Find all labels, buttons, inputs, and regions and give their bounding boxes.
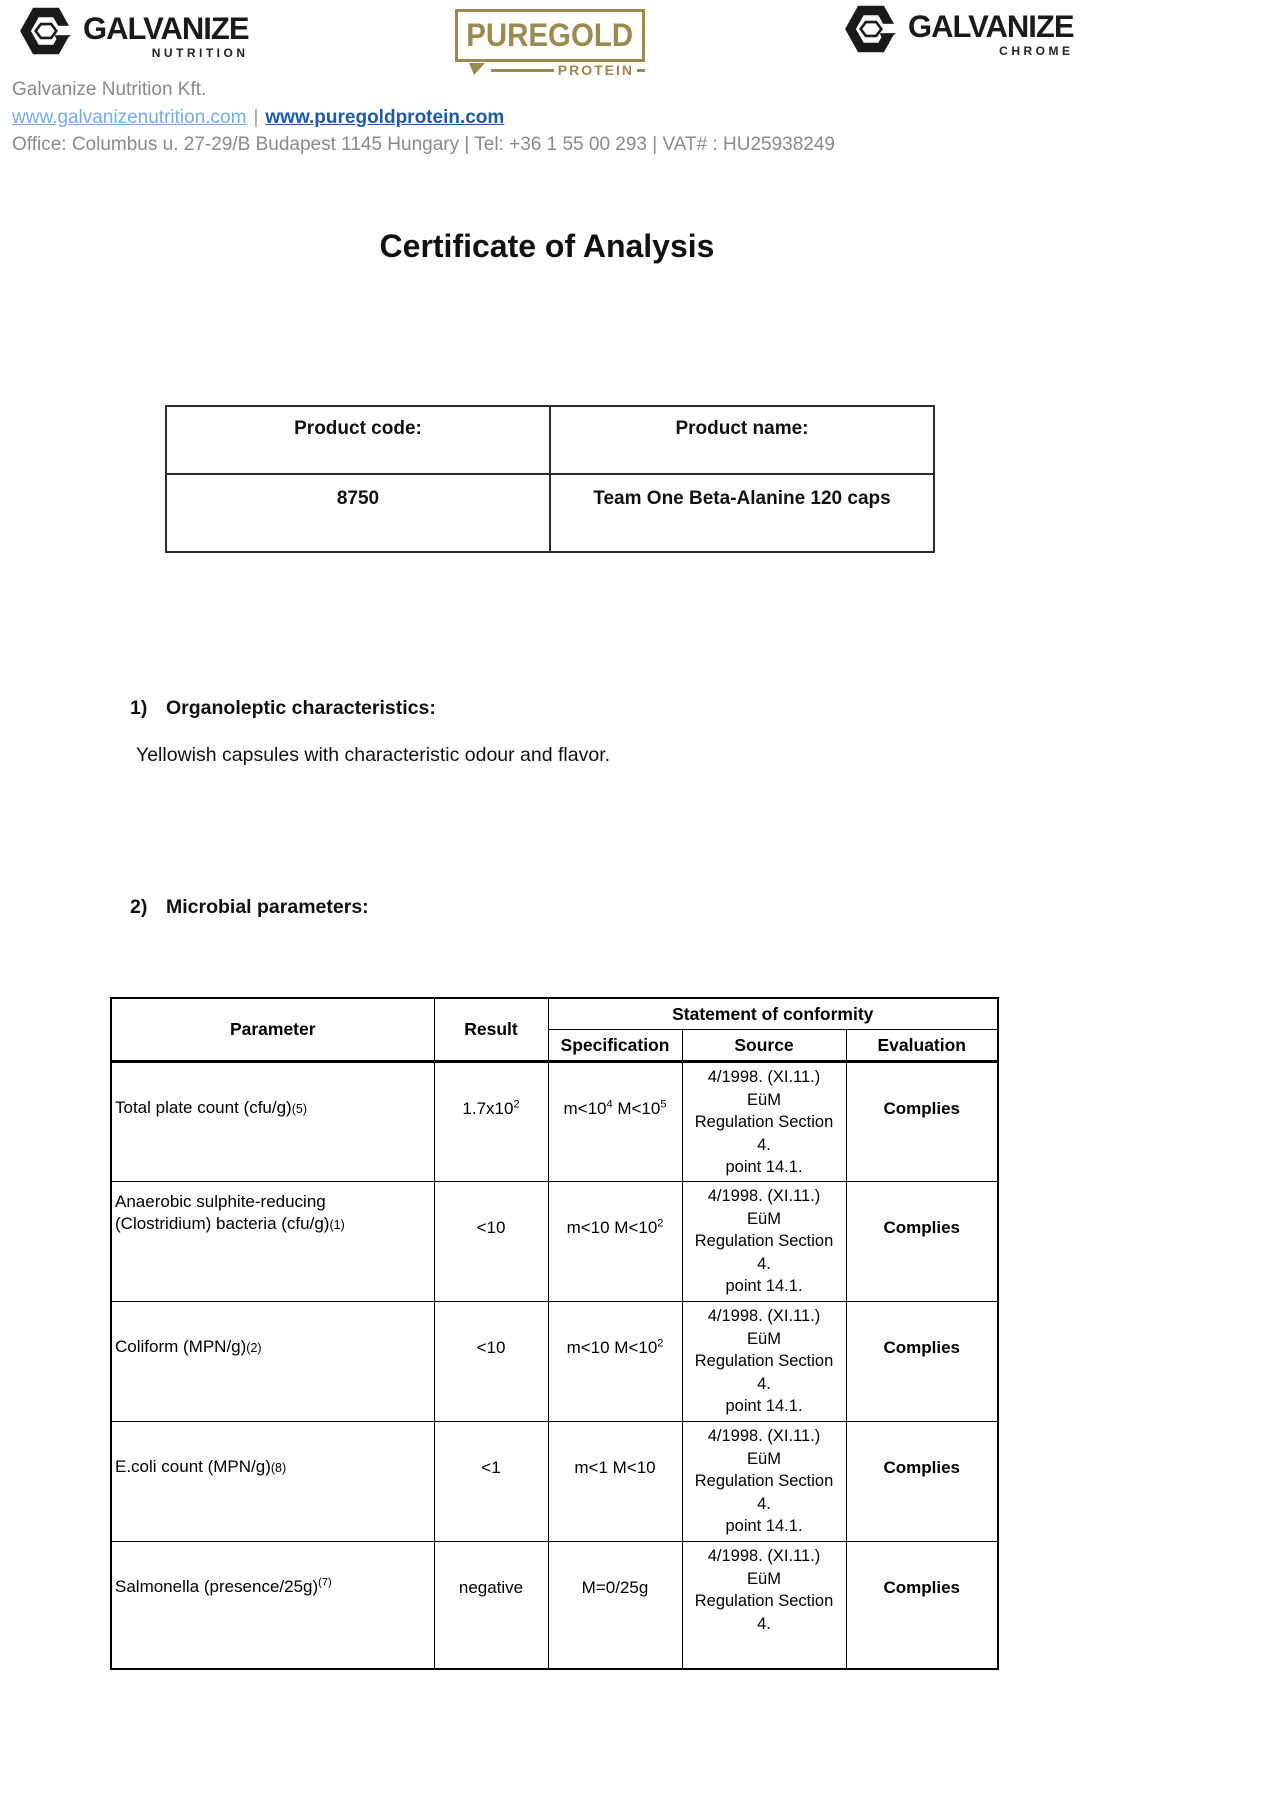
gold-rule-short	[637, 69, 645, 72]
micro-table-row	[111, 1182, 998, 1302]
col-result: Result	[434, 998, 548, 1062]
hex-gear-icon	[18, 6, 74, 56]
hex-gear-icon	[843, 4, 899, 54]
section-1-body: Yellowish capsules with characteristic odour and flavor.	[136, 744, 611, 766]
col-specification: Specification	[548, 1030, 682, 1062]
galvanize-nutrition-logo	[18, 6, 249, 60]
parameter-cell: E.coli count (MPN/g)(8)	[111, 1422, 434, 1542]
col-evaluation: Evaluation	[846, 1030, 998, 1062]
specification-cell: $m<10^4$ $M<10^5$	[548, 1062, 682, 1182]
product-table-header-row	[166, 406, 934, 474]
puregold-box	[455, 9, 645, 62]
product-table	[165, 405, 935, 553]
gold-rule	[491, 69, 554, 72]
source-cell: 4/1998. (XI.11.) EüM Regulation Section 4.	[682, 1542, 846, 1669]
section-2-title: Microbial parameters:	[166, 896, 369, 918]
evaluation-cell: Complies	[846, 1542, 998, 1669]
speech-tail-icon	[469, 63, 487, 77]
puregold-division-label: PROTEIN	[557, 62, 634, 78]
source-cell: 4/1998. (XI.11.) EüM Regulation Section 4. point 14.1.	[682, 1422, 846, 1542]
micro-table-row	[111, 1422, 998, 1542]
specification-cell: m<10 $M<10^2$	[548, 1302, 682, 1422]
specification-cell: m<1 M<10	[548, 1422, 682, 1542]
micro-table-row	[111, 1542, 998, 1669]
product-code-value: 8750	[166, 474, 550, 552]
puregoldprotein-link[interactable]: www.puregoldprotein.com	[265, 107, 505, 128]
galvanizenutrition-link[interactable]: www.galvanizenutrition.com	[12, 107, 247, 128]
specification-cell: M=0/25g	[548, 1542, 682, 1669]
section-2-number: 2)	[130, 896, 148, 918]
result-cell: <10	[434, 1182, 548, 1302]
product-code-label: Product code:	[166, 406, 550, 474]
result-cell: $1.7x10^2$	[434, 1062, 548, 1182]
evaluation-cell: Complies	[846, 1182, 998, 1302]
product-name-label: Product name:	[550, 406, 934, 474]
col-conformity: Statement of conformity	[548, 998, 998, 1030]
specification-cell: m<10 $M<10^2$	[548, 1182, 682, 1302]
galvanize-chrome-logo	[843, 4, 1074, 58]
micro-header-row-1	[111, 998, 998, 1030]
section-1-number: 1)	[130, 697, 148, 719]
company-info	[12, 79, 835, 156]
section-2-heading	[130, 896, 369, 919]
product-table-value-row	[166, 474, 934, 552]
company-links	[12, 107, 835, 129]
company-name: Galvanize Nutrition Kft.	[12, 79, 207, 100]
source-cell: 4/1998. (XI.11.) EüM Regulation Section 4. point 14.1.	[682, 1302, 846, 1422]
brand-division-label: CHROME	[999, 44, 1074, 58]
result-cell: <1	[434, 1422, 548, 1542]
parameter-cell: Anaerobic sulphite-reducing (Clostridium) bacteria (cfu/g)(1)	[111, 1182, 434, 1302]
parameter-cell: Total plate count (cfu/g)(5)	[111, 1062, 434, 1182]
section-1-heading	[130, 697, 436, 720]
parameter-cell: Coliform (MPN/g)(2)	[111, 1302, 434, 1422]
link-separator: |	[253, 107, 259, 128]
brand-wordmark: GALVANIZE	[908, 8, 1074, 45]
micro-table-body	[111, 1062, 998, 1669]
micro-table-row	[111, 1302, 998, 1422]
evaluation-cell: Complies	[846, 1422, 998, 1542]
micro-table-row	[111, 1062, 998, 1182]
puregold-protein-logo	[455, 9, 645, 78]
source-cell: 4/1998. (XI.11.) EüM Regulation Section 4. point 14.1.	[682, 1182, 846, 1302]
parameter-cell: Salmonella (presence/25g)$^{(7)}$	[111, 1542, 434, 1669]
brand-division-label: NUTRITION	[151, 46, 249, 60]
col-parameter: Parameter	[111, 998, 434, 1062]
source-cell: 4/1998. (XI.11.) EüM Regulation Section 4. point 14.1.	[682, 1062, 846, 1182]
page-title: Certificate of Analysis	[379, 228, 715, 264]
microbial-table	[110, 997, 999, 1670]
brand-wordmark: GALVANIZE	[83, 10, 249, 47]
product-name-value: Team One Beta-Alanine 120 caps	[550, 474, 934, 552]
evaluation-cell: Complies	[846, 1302, 998, 1422]
result-cell: <10	[434, 1302, 548, 1422]
section-1-title: Organoleptic characteristics:	[166, 697, 436, 719]
col-source: Source	[682, 1030, 846, 1062]
evaluation-cell: Complies	[846, 1062, 998, 1182]
result-cell: negative	[434, 1542, 548, 1669]
office-address: Office: Columbus u. 27-29/B Budapest 1145 Hungary | Tel: +36 1 55 00 293 | VAT# : HU25938249	[12, 134, 836, 155]
puregold-wordmark: PUREGOLD	[466, 17, 634, 53]
